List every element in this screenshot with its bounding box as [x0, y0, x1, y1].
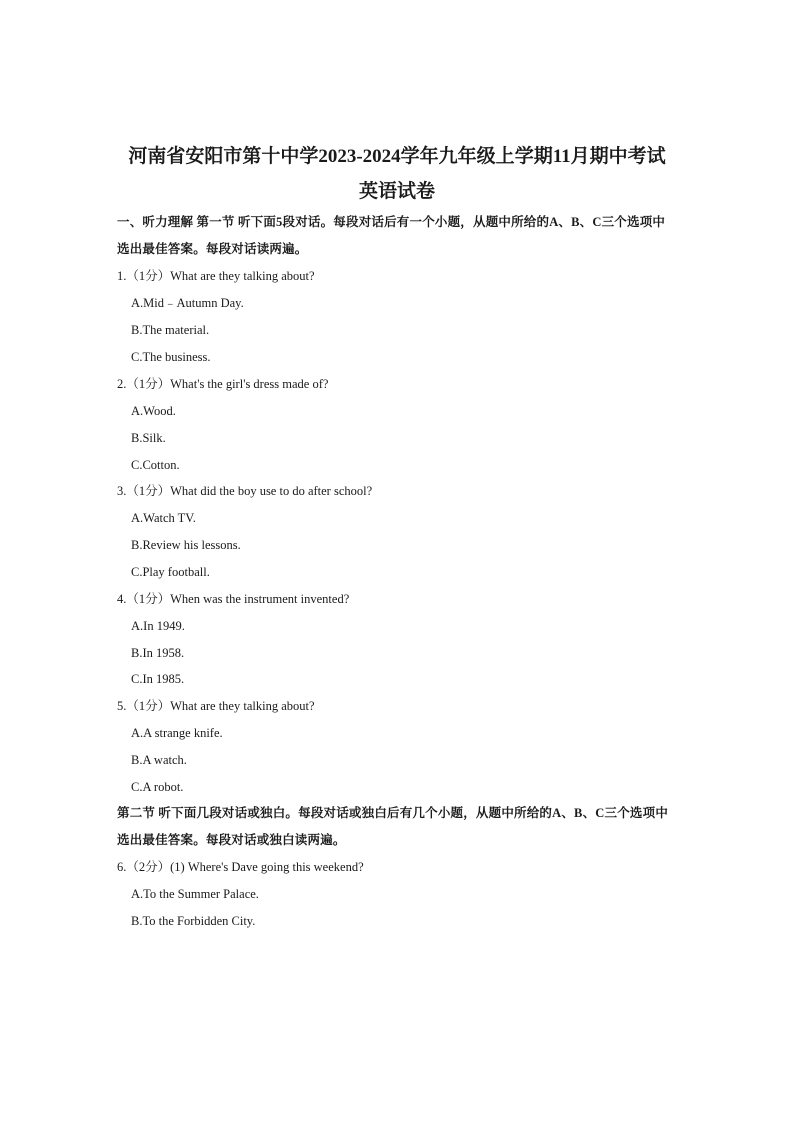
question-1-option-a: A.Mid﹣Autumn Day. — [131, 296, 244, 310]
question-3-stem: 3.（1分）What did the boy use to do after school? — [117, 484, 373, 498]
exam-subtitle: 英语试卷 — [358, 181, 435, 202]
question-2-option-c: C.Cotton. — [131, 458, 180, 472]
question-5-option-c: C.A robot. — [131, 780, 184, 794]
question-2-stem: 2.（1分）What's the girl's dress made of? — [117, 377, 329, 391]
section1-heading: 一、听力理解 第一节 听下面5段对话。每段对话后有一个小题，从题中所给的A、B、C三个选项中选出最佳答案。每段对话读两遍。 — [117, 215, 666, 256]
question-3-option-b: B.Review his lessons. — [131, 538, 241, 552]
question-3-option-a: A.Watch TV. — [131, 511, 196, 525]
question-2-option-b: B.Silk. — [131, 431, 166, 445]
question-1-option-c: C.The business. — [131, 350, 211, 364]
question-3-option-c: C.Play football. — [131, 565, 210, 579]
question-6-stem: 6.（2分）(1) Where's Dave going this weekend? — [117, 860, 364, 874]
question-6-option-b: B.To the Forbidden City. — [131, 914, 256, 928]
question-6-option-a: A.To the Summer Palace. — [131, 887, 259, 901]
section2-heading: 第二节 听下面几段对话或独白。每段对话或独白后有几个小题，从题中所给的A、B、C三个选项中选出最佳答案。每段对话或独白读两遍。 — [117, 806, 669, 847]
question-4-option-c: C.In 1985. — [131, 672, 185, 686]
question-5-option-b: B.A watch. — [131, 753, 187, 767]
exam-title: 河南省安阳市第十中学2023-2024学年九年级上学期11月期中考试 — [128, 146, 666, 167]
question-4-stem: 4.（1分）When was the instrument invented? — [117, 592, 350, 606]
question-1-stem: 1.（1分）What are they talking about? — [117, 269, 315, 283]
question-4-option-b: B.In 1958. — [131, 646, 185, 660]
question-4-option-a: A.In 1949. — [131, 619, 185, 633]
question-5-stem: 5.（1分）What are they talking about? — [117, 699, 315, 713]
question-5-option-a: A.A strange knife. — [131, 726, 223, 740]
question-1-option-b: B.The material. — [131, 323, 210, 337]
question-2-option-a: A.Wood. — [131, 404, 176, 418]
